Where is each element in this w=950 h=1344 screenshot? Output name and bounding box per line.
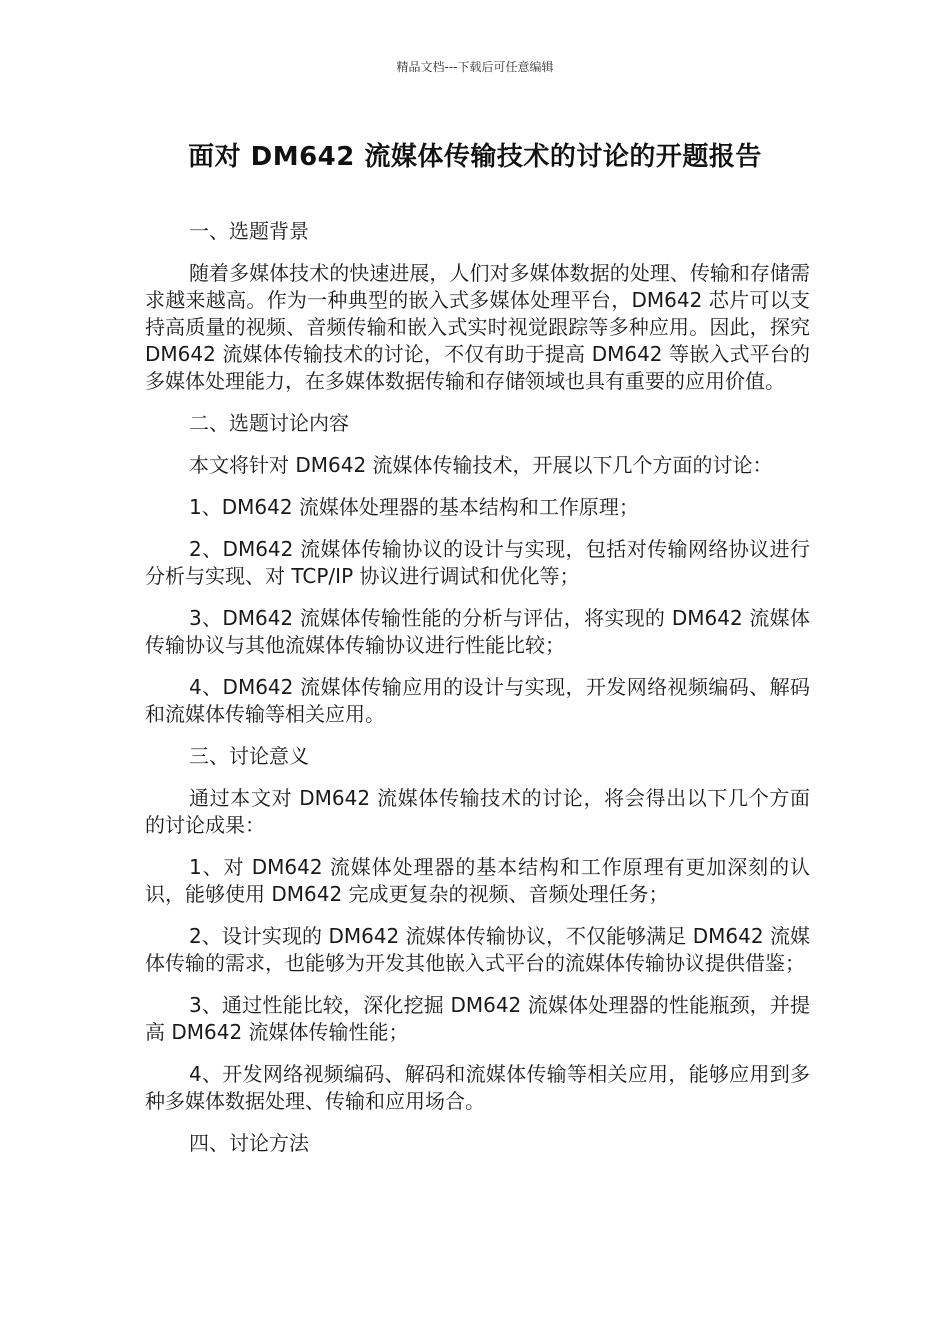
- list-item-significance-3: 3、通过性能比较，深化挖掘 DM642 流媒体处理器的性能瓶颈，并提高 DM642 流媒体传输性能；: [145, 993, 810, 1044]
- paragraph-content-intro: 本文将针对 DM642 流媒体传输技术，开展以下几个方面的讨论：: [189, 453, 773, 477]
- list-item-content-3: 3、DM642 流媒体传输性能的分析与评估，将实现的 DM642 流媒体传输协议与其他流媒体传输协议进行性能比较；: [145, 606, 810, 657]
- list-item-significance-4: 4、开发网络视频编码、解码和流媒体传输等相关应用，能够应用到多种多媒体数据处理、传输和应用场合。: [145, 1062, 810, 1113]
- document-title: 面对 DM642 流媒体传输技术的讨论的开题报告: [188, 142, 762, 172]
- section-heading-content: 二、选题讨论内容: [189, 411, 349, 435]
- page-header-note: 精品文档---下载后可任意编辑: [396, 60, 554, 74]
- section-heading-significance: 三、讨论意义: [189, 744, 309, 768]
- paragraph-significance-intro: 通过本文对 DM642 流媒体传输技术的讨论，将会得出以下几个方面的讨论成果：: [145, 786, 810, 837]
- list-item-significance-2: 2、设计实现的 DM642 流媒体传输协议，不仅能够满足 DM642 流媒体传输的需求，也能够为开发其他嵌入式平台的流媒体传输协议提供借鉴；: [145, 924, 810, 975]
- section-heading-methods: 四、讨论方法: [189, 1131, 309, 1155]
- list-item-content-2: 2、DM642 流媒体传输协议的设计与实现，包括对传输网络协议进行分析与实现、对 TCP/IP 协议进行调试和优化等；: [145, 537, 810, 588]
- paragraph-background: 随着多媒体技术的快速进展，人们对多媒体数据的处理、传输和存储需求越来越高。作为一种典型的嵌入式多媒体处理平台，DM642 芯片可以支持高质量的视频、音频传输和嵌入式实时视觉跟踪等多种应用。因此，探究 DM642 流媒体传输技术的讨论，不仅有助于提高 DM642 等嵌入式平台的多媒体处理能力，在多媒体数据传输和存储领域也具有重要的应用价值。: [145, 261, 810, 393]
- list-item-content-1: 1、DM642 流媒体处理器的基本结构和工作原理；: [189, 495, 639, 519]
- document-body: [145, 218, 810, 1172]
- section-heading-background: 一、选题背景: [189, 219, 309, 243]
- list-item-content-4: 4、DM642 流媒体传输应用的设计与实现，开发网络视频编码、解码和流媒体传输等相关应用。: [145, 675, 810, 726]
- list-item-significance-1: 1、对 DM642 流媒体处理器的基本结构和工作原理有更加深刻的认识，能够使用 DM642 完成更复杂的视频、音频处理任务；: [145, 855, 810, 906]
